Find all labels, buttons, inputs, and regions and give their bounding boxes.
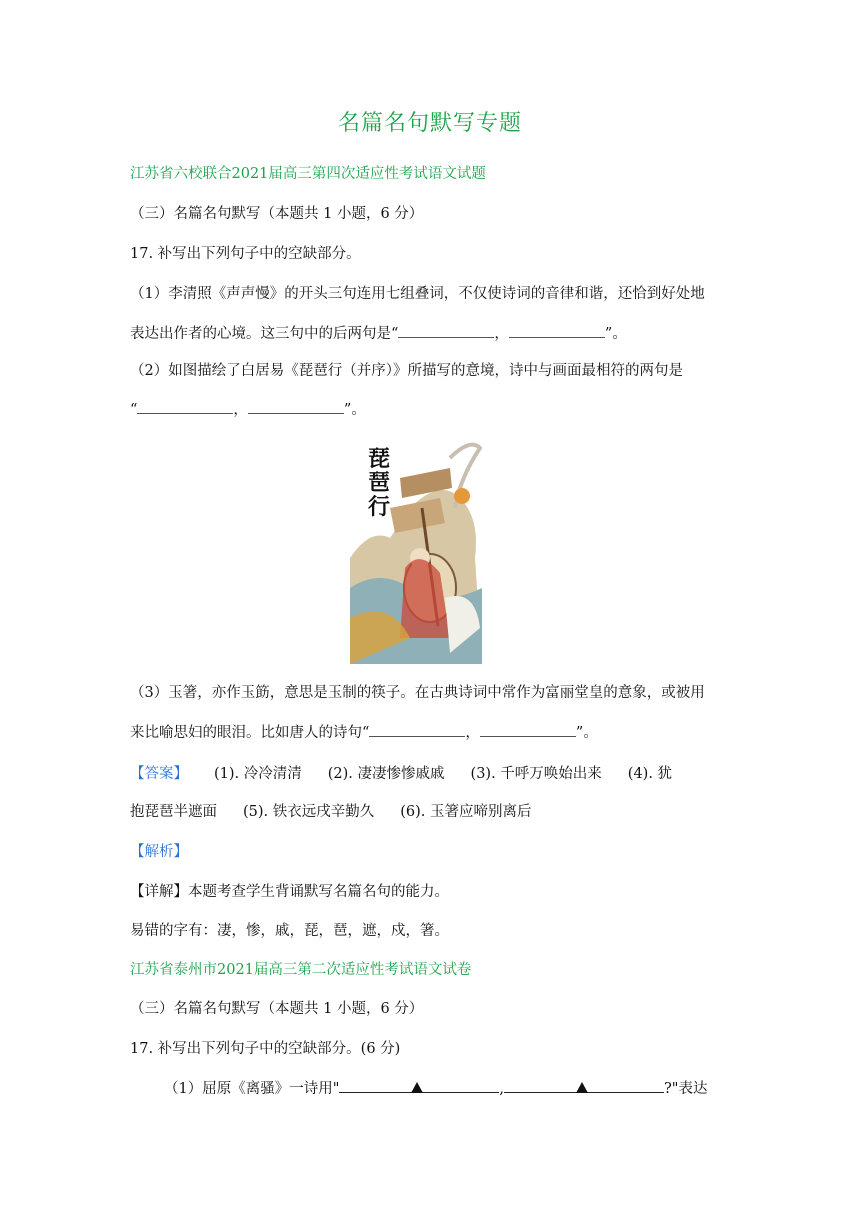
answer-label: 【答案】 — [130, 766, 188, 782]
q1-text-line2: 表达出作者的心境。这三句中的后两句是“ ， ”。 — [130, 326, 627, 342]
pipa-xing-illustration — [350, 438, 482, 664]
page-title: 名篇名句默写专题 — [337, 111, 522, 136]
q3-text-line1: （3）玉箸，亦作玉筯，意思是玉制的筷子。在古典诗词中常作为富丽堂皇的意象，或被用 — [130, 685, 705, 701]
triangle-marker-icon — [411, 1082, 423, 1093]
triangle-marker-icon — [576, 1082, 588, 1093]
answer-item: 抱琵琶半遮面 — [130, 804, 217, 820]
answer-item: (6). 玉箸应啼别离后 — [400, 804, 532, 820]
answer-item: (1). 冷冷清清 — [214, 766, 302, 782]
answer-item: (4). 犹 — [627, 766, 673, 782]
answer-blank — [248, 401, 344, 414]
answer-blank — [137, 401, 233, 414]
calligraphy-title — [368, 446, 390, 520]
answer-blank — [504, 1078, 664, 1093]
answer-item: (2). 凄凄惨惨戚戚 — [327, 766, 445, 782]
question-17-stem-2: 17. 补写出下列句子中的空缺部分。(6 分) — [130, 1041, 401, 1057]
answer-line-1 — [130, 764, 672, 784]
answer-item: (5). 铁衣远戌辛勤久 — [243, 804, 375, 820]
error-prone-chars: 易错的字有：凄，惨，戚，琵，琶，遮，戍，箸。 — [130, 923, 449, 939]
section-heading-2: （三）名篇名句默写（本题共 1 小题，6 分） — [130, 1001, 424, 1017]
q2-text-line1: （2）如图描绘了白居易《琵琶行（并序）》所描写的意境，诗中与画面最相符的两句是 — [130, 363, 683, 379]
answer-item: (3). 千呼万唤始出来 — [470, 766, 602, 782]
q2-text-line2: “ ， ”。 — [130, 402, 366, 418]
question-17-stem: 17. 补写出下列句子中的空缺部分。 — [130, 246, 361, 262]
calligraphy-char-2: 琶 — [368, 470, 391, 496]
source-line-2: 江苏省泰州市2021届高三第二次适应性考试语文试卷 — [130, 962, 472, 978]
q3-text-line2: 来比喻思妇的眼泪。比如唐人的诗句“ ， ”。 — [130, 725, 598, 741]
answer-blank — [339, 1078, 499, 1093]
source-line-1: 江苏省六校联合2021届高三第四次适应性考试语文试题 — [130, 166, 486, 182]
answer-blank — [480, 724, 576, 737]
calligraphy-char-3: 行 — [368, 494, 391, 520]
analysis-label: 【解析】 — [130, 844, 188, 860]
answer-blank — [369, 724, 465, 737]
section-heading-1: （三）名篇名句默写（本题共 1 小题，6 分） — [130, 206, 424, 222]
calligraphy-char-1: 琵 — [368, 446, 391, 472]
answer-blank — [398, 325, 494, 338]
q1-text-line1: （1）李清照《声声慢》的开头三句连用七组叠词，不仅使诗词的音律和谐，还恰到好处地 — [130, 286, 705, 302]
answer-line-2 — [130, 802, 532, 822]
detail-text: 【详解】本题考查学生背诵默写名篇名句的能力。 — [130, 884, 449, 900]
s2-q1-text: （1）屈原《离骚》一诗用" , ?"表达 — [164, 1078, 707, 1099]
answer-blank — [509, 325, 605, 338]
